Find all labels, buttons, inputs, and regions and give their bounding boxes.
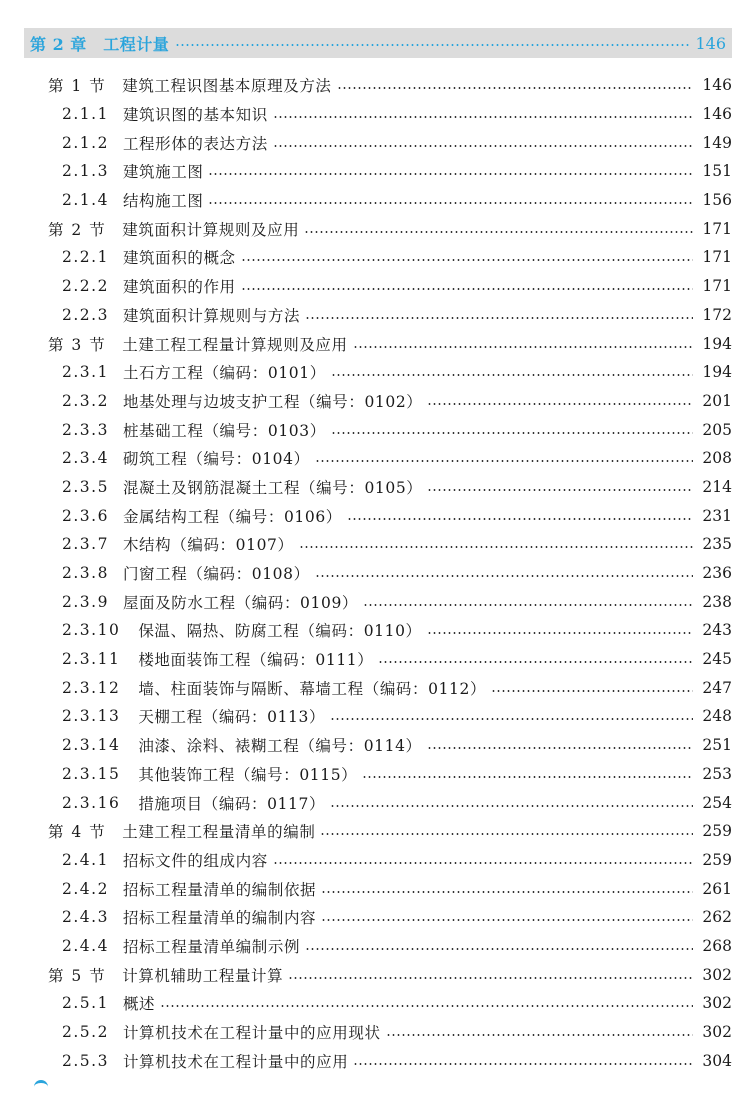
chapter-title: 第 2 章 工程计量: [30, 34, 170, 54]
dot-leader: [378, 661, 693, 663]
entry-title: 墙、柱面装饰与隔断、幕墙工程（编码：0112）: [138, 679, 487, 698]
entry-title: 计算机辅助工程量计算: [122, 966, 284, 985]
entry-number: 2.3.15: [62, 764, 121, 783]
entry-page-number: 205: [702, 420, 732, 439]
entry-page-number: 146: [702, 76, 732, 95]
toc-subsection-entry[interactable]: [0, 1046, 750, 1075]
entry-page-number: 302: [702, 965, 732, 984]
dot-leader: [362, 776, 693, 778]
entry-title: 措施项目（编码：0117）: [138, 794, 326, 813]
dot-leader: [363, 604, 693, 606]
entry-number: 第 5 节: [48, 966, 107, 985]
entry-title: 建筑识图的基本知识: [122, 106, 268, 125]
toc-section-entry[interactable]: [0, 214, 750, 243]
toc-subsection-entry[interactable]: [0, 473, 750, 502]
dot-leader: [273, 862, 693, 864]
toc-subsection-entry[interactable]: [0, 243, 750, 272]
entry-number: 2.3.10: [62, 621, 121, 640]
dot-leader: [241, 288, 693, 290]
entry-title: 招标工程量清单的编制内容: [122, 909, 317, 928]
table-of-contents: [0, 71, 750, 1075]
entry-page-number: 194: [702, 334, 732, 353]
toc-subsection-entry[interactable]: [0, 157, 750, 186]
toc-subsection-entry[interactable]: [0, 301, 750, 330]
toc-subsection-entry[interactable]: [0, 501, 750, 530]
entry-number: 2.3.14: [62, 736, 121, 755]
entry-title: 油漆、涂料、裱糊工程（编号：0114）: [138, 737, 422, 756]
dot-leader: [427, 489, 693, 491]
entry-page-number: 247: [702, 678, 732, 697]
entry-page-number: 248: [702, 707, 732, 726]
entry-number: 2.1.3: [62, 162, 109, 181]
entry-title: 门窗工程（编码：0108）: [122, 565, 310, 584]
entry-page-number: 149: [702, 133, 732, 152]
entry-title: 土石方工程（编码：0101）: [122, 364, 326, 383]
entry-number: 2.1.4: [62, 191, 109, 210]
entry-number: 2.5.1: [62, 994, 109, 1013]
dot-leader: [305, 317, 693, 319]
entry-title: 建筑施工图: [122, 163, 204, 182]
dot-leader: [331, 374, 693, 376]
dot-leader: [330, 805, 693, 807]
entry-number: 2.3.12: [62, 678, 121, 697]
dot-leader: [386, 1034, 693, 1036]
toc-subsection-entry[interactable]: [0, 874, 750, 903]
entry-page-number: 208: [702, 449, 732, 468]
toc-subsection-entry[interactable]: [0, 788, 750, 817]
entry-number: 2.3.1: [62, 363, 109, 382]
entry-title: 结构施工图: [122, 192, 204, 211]
entry-page-number: 302: [702, 1023, 732, 1042]
dot-leader: [337, 87, 693, 89]
toc-subsection-entry[interactable]: [0, 1018, 750, 1047]
entry-page-number: 235: [702, 535, 732, 554]
dot-leader: [427, 403, 693, 405]
entry-title: 桩基础工程（编号：0103）: [122, 421, 326, 440]
entry-page-number: 302: [702, 994, 732, 1013]
entry-title: 建筑面积的作用: [122, 278, 236, 297]
entry-number: 2.1.2: [62, 133, 109, 152]
entry-title: 木结构（编码：0107）: [122, 536, 294, 555]
entry-number: 2.4.4: [62, 936, 109, 955]
entry-title: 建筑面积计算规则及应用: [122, 220, 300, 239]
entry-page-number: 304: [702, 1051, 732, 1070]
dot-leader: [208, 202, 693, 204]
entry-page-number: 214: [702, 477, 732, 496]
dot-leader: [330, 718, 693, 720]
entry-title: 建筑工程识图基本原理及方法: [122, 77, 332, 96]
entry-number: 第 4 节: [48, 823, 107, 842]
toc-subsection-entry[interactable]: [0, 358, 750, 387]
dot-leader: [347, 518, 693, 520]
entry-number: 第 3 节: [48, 335, 107, 354]
entry-number: 第 1 节: [48, 77, 107, 96]
entry-title: 土建工程工程量计算规则及应用: [122, 335, 348, 354]
dot-leader: [353, 1063, 693, 1065]
dot-leader: [305, 948, 693, 950]
toc-subsection-entry[interactable]: [0, 415, 750, 444]
entry-page-number: 171: [702, 219, 732, 238]
entry-number: 2.3.7: [62, 535, 109, 554]
dot-leader: [288, 977, 693, 979]
dot-leader: [315, 575, 693, 577]
entry-title: 计算机技术在工程计量中的应用: [122, 1052, 349, 1071]
entry-number: 2.4.3: [62, 908, 109, 927]
entry-page-number: 245: [702, 650, 732, 669]
toc-section-entry[interactable]: [0, 71, 750, 100]
toc-subsection-entry[interactable]: [0, 702, 750, 731]
page-folio-mark: [34, 1080, 48, 1094]
entry-title: 概述: [122, 995, 156, 1014]
dot-leader: [299, 546, 693, 548]
toc-subsection-entry[interactable]: [0, 903, 750, 932]
chapter-page-number: 146: [695, 33, 726, 53]
entry-title: 其他装饰工程（编号：0115）: [138, 765, 358, 784]
toc-subsection-entry[interactable]: [0, 731, 750, 760]
entry-title: 土建工程工程量清单的编制: [122, 823, 316, 842]
entry-number: 2.3.6: [62, 506, 109, 525]
entry-page-number: 251: [702, 736, 732, 755]
entry-title: 工程形体的表达方法: [122, 134, 268, 153]
entry-number: 2.3.4: [62, 449, 109, 468]
dot-leader: [320, 833, 693, 835]
entry-number: 2.4.2: [62, 879, 109, 898]
entry-title: 建筑面积的概念: [122, 249, 236, 268]
entry-page-number: 146: [702, 105, 732, 124]
entry-title: 天棚工程（编码：0113）: [138, 708, 326, 727]
entry-number: 2.3.11: [62, 650, 121, 669]
dot-leader: [273, 116, 693, 118]
toc-subsection-entry[interactable]: [0, 128, 750, 157]
entry-title: 保温、隔热、防腐工程（编码：0110）: [138, 622, 422, 641]
entry-page-number: 261: [702, 879, 732, 898]
entry-number: 2.4.1: [62, 850, 109, 869]
entry-title: 金属结构工程（编号：0106）: [122, 507, 342, 526]
toc-subsection-entry[interactable]: [0, 100, 750, 129]
dot-leader: [160, 1005, 693, 1007]
toc-subsection-entry[interactable]: [0, 444, 750, 473]
entry-page-number: 262: [702, 908, 732, 927]
entry-number: 2.3.8: [62, 564, 109, 583]
toc-subsection-entry[interactable]: [0, 387, 750, 416]
entry-page-number: 259: [702, 850, 732, 869]
entry-page-number: 201: [702, 391, 732, 410]
entry-number: 2.5.2: [62, 1023, 109, 1042]
dot-leader: [321, 919, 693, 921]
dot-leader: [427, 632, 693, 634]
entry-title: 计算机技术在工程计量中的应用现状: [122, 1024, 381, 1043]
entry-number: 2.3.2: [62, 391, 109, 410]
entry-title: 屋面及防水工程（编码：0109）: [122, 593, 359, 612]
toc-section-entry[interactable]: [0, 960, 750, 989]
entry-number: 2.2.3: [62, 305, 109, 324]
entry-page-number: 194: [702, 363, 732, 382]
dot-leader: [491, 690, 693, 692]
toc-section-entry[interactable]: [0, 329, 750, 358]
dot-leader: [208, 173, 693, 175]
entry-title: 地基处理与边坡支护工程（编号：0102）: [122, 392, 423, 411]
entry-number: 第 2 节: [48, 220, 107, 239]
entry-page-number: 268: [702, 936, 732, 955]
dot-leader: [353, 346, 693, 348]
entry-number: 2.2.1: [62, 248, 109, 267]
toc-subsection-entry[interactable]: [0, 645, 750, 674]
entry-page-number: 238: [702, 592, 732, 611]
entry-number: 2.1.1: [62, 105, 109, 124]
dot-leader: [427, 747, 693, 749]
toc-section-entry[interactable]: [0, 817, 750, 846]
dot-leader: [321, 891, 693, 893]
toc-subsection-entry[interactable]: [0, 760, 750, 789]
toc-subsection-entry[interactable]: [0, 559, 750, 588]
dot-leader: [273, 145, 693, 147]
entry-number: 2.3.3: [62, 420, 109, 439]
toc-subsection-entry[interactable]: [0, 932, 750, 961]
toc-subsection-entry[interactable]: [0, 587, 750, 616]
toc-subsection-entry[interactable]: [0, 846, 750, 875]
entry-page-number: 243: [702, 621, 732, 640]
toc-subsection-entry[interactable]: [0, 186, 750, 215]
entry-page-number: 259: [702, 822, 732, 841]
toc-subsection-entry[interactable]: [0, 530, 750, 559]
entry-title: 招标工程量清单编制示例: [122, 937, 301, 956]
entry-title: 建筑面积计算规则与方法: [122, 306, 301, 325]
entry-page-number: 254: [702, 793, 732, 812]
entry-page-number: 151: [702, 162, 732, 181]
toc-subsection-entry[interactable]: [0, 989, 750, 1018]
entry-number: 2.3.5: [62, 477, 109, 496]
entry-number: 2.2.2: [62, 277, 109, 296]
dot-leader: [241, 259, 693, 261]
entry-page-number: 156: [702, 191, 732, 210]
toc-subsection-entry[interactable]: [0, 616, 750, 645]
entry-title: 混凝土及钢筋混凝土工程（编号：0105）: [122, 478, 423, 497]
entry-number: 2.3.13: [62, 707, 121, 726]
dot-leader: [304, 231, 693, 233]
entry-page-number: 253: [702, 764, 732, 783]
entry-number: 2.3.9: [62, 592, 109, 611]
entry-title: 招标文件的组成内容: [122, 851, 268, 870]
entry-title: 招标工程量清单的编制依据: [122, 880, 317, 899]
entry-title: 砌筑工程（编号：0104）: [122, 450, 310, 469]
dot-leader: [175, 44, 689, 46]
entry-page-number: 171: [702, 277, 732, 296]
chapter-heading[interactable]: [24, 28, 732, 58]
entry-title: 楼地面装饰工程（编码：0111）: [138, 651, 374, 670]
dot-leader: [331, 432, 693, 434]
toc-subsection-entry[interactable]: [0, 272, 750, 301]
toc-subsection-entry[interactable]: [0, 673, 750, 702]
entry-number: 2.3.16: [62, 793, 121, 812]
entry-page-number: 231: [702, 506, 732, 525]
entry-page-number: 171: [702, 248, 732, 267]
entry-page-number: 172: [702, 305, 732, 324]
entry-number: 2.5.3: [62, 1051, 109, 1070]
entry-page-number: 236: [702, 564, 732, 583]
dot-leader: [315, 460, 693, 462]
